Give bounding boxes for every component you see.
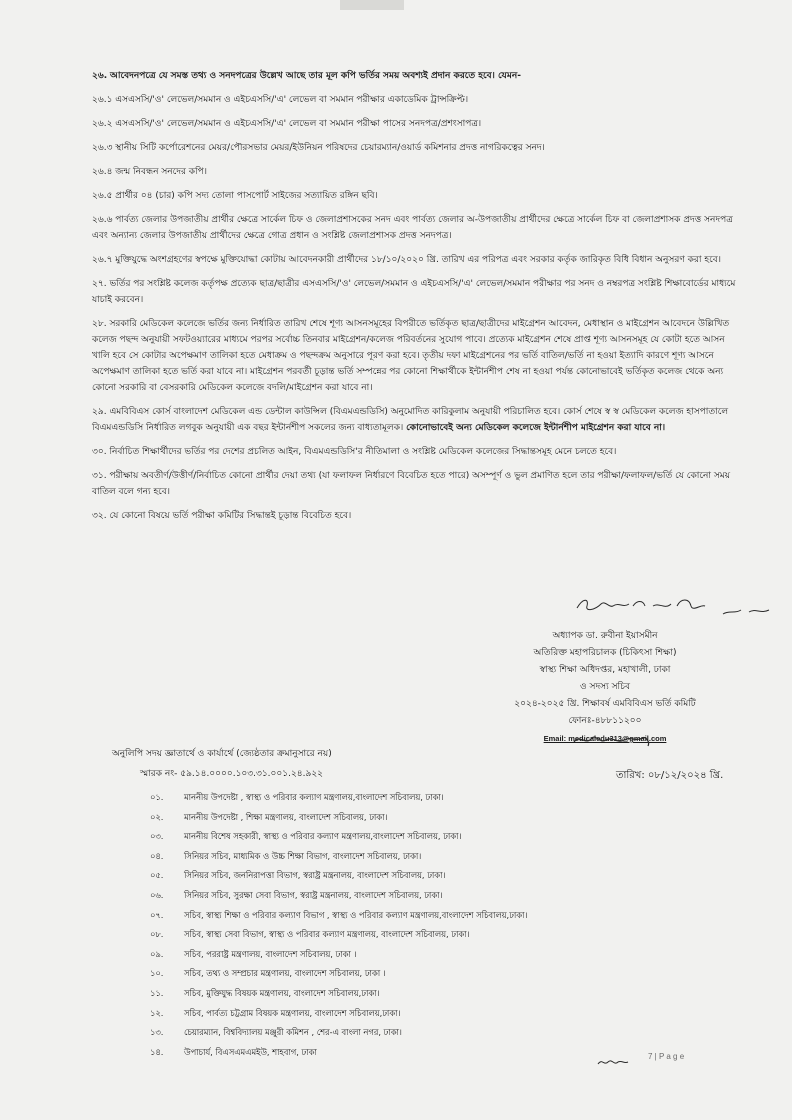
clause-31: ৩১. পরীক্ষায় অবতীর্ণ/উত্তীর্ণ/নির্বাচিত কোনো প্রার্থীর দেয়া তথ্য (যা ফলাফল নির্ধারণে বিবেচিত হতে পারে) অসম্পূর্ণ ও ভুল প্রমাণিত হলে তার পরীক্ষা/ফলাফল/ভর্তি যে কোনো সময় বাতিল বলে গন্য হবে। — [92, 471, 731, 497]
clause-26-6: ২৬.৬ পার্বত্য জেলার উপজাতীয় প্রার্থীর ক্ষেত্রে সার্কেল চিফ ও জেলাপ্রশাসকের সনদ এবং পার্বত্য জেলার অ-উপজাতীয় প্রার্থীদের ক্ষেত্রে সার্কেল চিফ বা জেলাপ্রশাসক প্রদত্ত সনদপত্র এবং অন্যান্য জেলার উপজাতীয় প্রার্থীদের ক্ষেত্রে গোত্র প্রধান ও সংশ্লিষ্ট জেলাপ্রশাসক প্রদত্ত সনদপত্র। — [92, 215, 733, 241]
list-item: ১২. সচিব, পার্বত্য চট্টগ্রাম বিষয়ক মন্ত্রণালয়, বাংলাদেশ সচিবালয়,ঢাকা। — [150, 1007, 401, 1018]
list-item: ০৮. সচিব, স্বাস্থ্য সেবা বিভাগ, স্বাস্থ্য ও পরিবার কল্যাণ মন্ত্রণালয়, বাংলাদেশ সচিবালয়, ঢাকা। — [150, 929, 470, 940]
signatory-name: অধ্যাপক ডা. রুবীনা ইয়াসমীন — [552, 631, 658, 641]
list-item: ০৩. মাননীয় বিশেষ সহকারী, স্বাস্থ্য ও পরিবার কল্যাণ মন্ত্রণালয়,বাংলাদেশ সচিবালয়, ঢাকা। — [150, 831, 462, 842]
clause-26-4: ২৬.৪ জন্ম নিবন্ধন সনদের কপি। — [92, 167, 207, 177]
list-item: ০২. মাননীয় উপদেষ্টা , শিক্ষা মন্ত্রণালয়, বাংলাদেশ সচিবালয়, ঢাকা। — [150, 811, 388, 822]
list-item: ০৯. সচিব, পররাষ্ট্র মন্ত্রণালয়, বাংলাদেশ সচিবালয়, ঢাকা । — [150, 948, 357, 959]
memo-number: স্মারক নং- ৫৯.১৪.০০০০.১০৩.৩১.০০১.২৪.৯২২ — [140, 769, 324, 779]
list-item: ০৫. সিনিয়র সচিব, জননিরাপত্তা বিভাগ, স্বরাষ্ট্র মন্ত্রনালয়, বাংলাদেশ সচিবালয়, ঢাকা। — [150, 870, 446, 881]
list-item: ১৩. চেয়ারম্যান, বিশ্ববিদ্যালয় মঞ্জুরী কমিশন , শের-এ বাংলা নগর, ঢাকা। — [150, 1027, 402, 1038]
clause-26-3: ২৬.৩ স্থানীয় সিটি কর্পোরেশনের মেয়র/পৌরসভার মেয়র/ইউনিয়ন পরিষদের চেয়ারম্যান/ওয়ার্ড কমিশনার প্রদত্ত নাগরিকত্বের সনদ। — [92, 143, 545, 153]
clause-32: ৩২. যে কোনো বিষয়ে ভর্তি পরীক্ষা কমিটির সিদ্ধান্তই চূড়ান্ত বিবেচিত হবে। — [92, 511, 352, 521]
initial-mark — [596, 1054, 634, 1068]
list-item: ১১. সচিব, মুক্তিযুদ্ধ বিষয়ক মন্ত্রণালয়, বাংলাদেশ সচিবালয়,ঢাকা। — [150, 987, 380, 998]
clause-29-emphasis: কোনোভাবেই অন্য মেডিকেল কলেজে ইন্টার্নশীপ মাইগ্রেশন করা যাবে না। — [406, 423, 666, 433]
copy-heading: অনুলিপি সদয় জ্ঞাতার্থে ও কার্যার্থে (জ্যেষ্ঠতার ক্রমানুসারে নয়) — [112, 749, 332, 759]
handwritten-signature — [573, 592, 783, 620]
list-item: ০৬. সিনিয়র সচিব, সুরক্ষা সেবা বিভাগ, স্বরাষ্ট্র মন্ত্রনালয়, বাংলাদেশ সচিবালয়, ঢাকা। — [150, 889, 443, 900]
document-date: তারিখ: ০৮/১২/২০২৪ খ্রি. — [616, 770, 724, 781]
signatory-office: স্বাস্থ্য শিক্ষা অধিদপ্তর, মহাখালী, ঢাকা — [539, 665, 671, 675]
clause-28: ২৮. সরকারি মেডিকেল কলেজে ভর্তির জন্য নির্ধারিত তারিখ শেষে শূণ্য আসনসমূহের বিপরীতে ভর্তিকৃত ছাত্র/ছাত্রীদের মাইগ্রেশন আবেদন, মেধাস্থান ও মাইগ্রেশন আবেদনে উল্লিখিত কলেজ পছন্দ অনুযায়ী সফটওয়্যারের মাধ্যমে পরপর সর্বোচ্চ তিনবার মাইগ্রেশন/কলেজ পরিবর্তনের সুযোগ পাবে। প্রত্যেক মাইগ্রেশন শেষে প্রাপ্ত শূণ্য আসনসমূহ যে কোটা হতে আসন খালি হবে সে কোটার অপেক্ষমাণ তালিকা হতে মেধাক্রম ও পছন্দক্রম অনুসারে পূরণ করা হবে। তৃতীয় দফা মাইগ্রেশনের পর ভর্তি বাতিল/ভর্তি না হওয়া ইত্যাদি কারণে শূণ্য আসনে অপেক্ষমাণ তালিকা হতে ভর্তি করা যাবে না। মাইগ্রেশন পরবর্তী চূড়ান্ত ভর্তি সম্পন্নের পর কোনো শিক্ষার্থীকে ইন্টার্নশীপ শেষ না হওয়া পর্যন্ত কোনোভাবেই ভর্তিকৃত কলেজ থেকে অন্য কোনো সরকারি বা বেসরকারি মেডিকেল কলেজে বদলি/মাইগ্রেশন করা যাবে না। — [92, 319, 730, 393]
clause-26-7: ২৬.৭ মুক্তিযুদ্ধে অংশগ্রহণের স্বপক্ষে মুক্তিযোদ্ধা কোটায় আবেদনকারী প্রার্থীদের ১৮/১০/২০২০ খ্রি. তারিখ এর পরিপত্র এবং সরকার কর্তৃক জারিকৃত বিধি বিধান অনুসরণ করা হবে। — [92, 255, 721, 265]
signatory-email[interactable]: Email: medicaledu313@gmail.com — [543, 734, 667, 743]
signatory-designation: অতিরিক্ত মহাপরিচালক (চিকিৎসা শিক্ষা) — [533, 648, 677, 658]
signatory-phone: ফোনঃ-৪৮৮১১২০০ — [568, 716, 642, 726]
list-item: ০৭. সচিব, স্বাস্থ্য শিক্ষা ও পরিবার কল্যাণ বিভাগ , স্বাস্থ্য ও পরিবার কল্যাণ মন্ত্রণালয়,বাংলাদেশ সচিবালয়,ঢাকা। — [150, 909, 528, 920]
clause-30: ৩০. নির্বাচিত শিক্ষার্থীদের ভর্তির পর দেশের প্রচলিত আইন, বিএমএন্ডডিসি'র নীতিমালা ও সংশ্লিষ্ট মেডিকেল কলেজের সিদ্ধান্তসমূহ মেনে চলতে হবে। — [92, 447, 617, 457]
list-item: ০৪. সিনিয়র সচিব, মাধ্যমিক ও উচ্চ শিক্ষা বিভাগ, বাংলাদেশ সচিবালয়, ঢাকা। — [150, 850, 422, 861]
signatory-role: ও সদস্য সচিব — [580, 682, 630, 692]
list-item: ০১. মাননীয় উপদেষ্টা , স্বাস্থ্য ও পরিবার কল্যাণ মন্ত্রণালয়,বাংলাদেশ সচিবালয়, ঢাকা। — [150, 792, 444, 802]
clause-26-1: ২৬.১ এসএসসি/'ও' লেভেল/সমমান ও এইচএসসি/'এ' লেভেল বা সমমান পরীক্ষার একাডেমিক ট্রান্সক্রিপ্ট। — [92, 95, 469, 105]
signatory-committee: ২০২৪-২০২৫ খ্রি. শিক্ষাবর্ষ এমবিবিএস ভর্তি কমিটি — [514, 699, 696, 709]
list-item: ১০. সচিব, তথ্য ও সম্প্রচার মন্ত্রণালয়, বাংলাদেশ সচিবালয়, ঢাকা । — [150, 968, 386, 979]
copy-recipient-list — [150, 788, 710, 1062]
clause-26-5: ২৬.৫ প্রার্থীর ০৪ (চার) কপি সদ্য তোলা পাসপোর্ট সাইজের সত্যায়িত রঙ্গিন ছবি। — [92, 191, 378, 201]
scan-artifact — [340, 0, 404, 10]
list-item: ১৪. উপাচার্য, বিএসএমএমইউ, শাহবাগ, ঢাকা — [150, 1046, 317, 1057]
clause-list — [92, 68, 740, 532]
initial-signature — [570, 728, 654, 754]
clause-26: ২৬. আবেদনপত্রে যে সমস্ত তথ্য ও সনদপত্রের উল্লেখ আছে তার মূল কপি ভর্তির সময় অবশ্যই প্রদান করতে হবে। যেমন- — [92, 71, 521, 81]
clause-27: ২৭. ভর্তির পর সংশ্লিষ্ট কলেজ কর্তৃপক্ষ প্রত্যেক ছাত্র/ছাত্রীর এসএসসি/'ও' লেভেল/সমমান ও এইচএসসি/'এ' লেভেল/সমমান পরীক্ষার পর সনদ ও নম্বরপত্র সংশ্লিষ্ট শিক্ষাবোর্ডের মাধ্যমে যাচাই করবেন। — [92, 279, 736, 305]
page-number: 7 | P a g e — [648, 1052, 685, 1061]
clause-26-2: ২৬.২ এসএসসি/'ও' লেভেল/সমমান ও এইচএসসি/'এ' লেভেল বা সমমান পরীক্ষা পাসের সনদপত্র/প্রশংসাপত্র। — [92, 119, 482, 129]
clause-29: ২৯. এমবিবিএস কোর্স বাংলাদেশ মেডিকেল এন্ড ডেন্টাল কাউন্সিল (বিএমএন্ডডিসি) অনুমোদিত কারিকুলাম অনুযায়ী পরিচালিত হবে। কোর্স শেষে স্ব স্ব মেডিকেল কলেজ হাসপাতালে বিএমএন্ডডিসি নির্ধারিত লগবুক অনুযায়ী এক বছর ইন্টার্নশীপ সকলের জন্য বাধ্যতামূলক। কোনোভাবেই অন্য মেডিকেল কলেজে ইন্টার্নশীপ মাইগ্রেশন করা যাবে না। — [92, 407, 729, 433]
